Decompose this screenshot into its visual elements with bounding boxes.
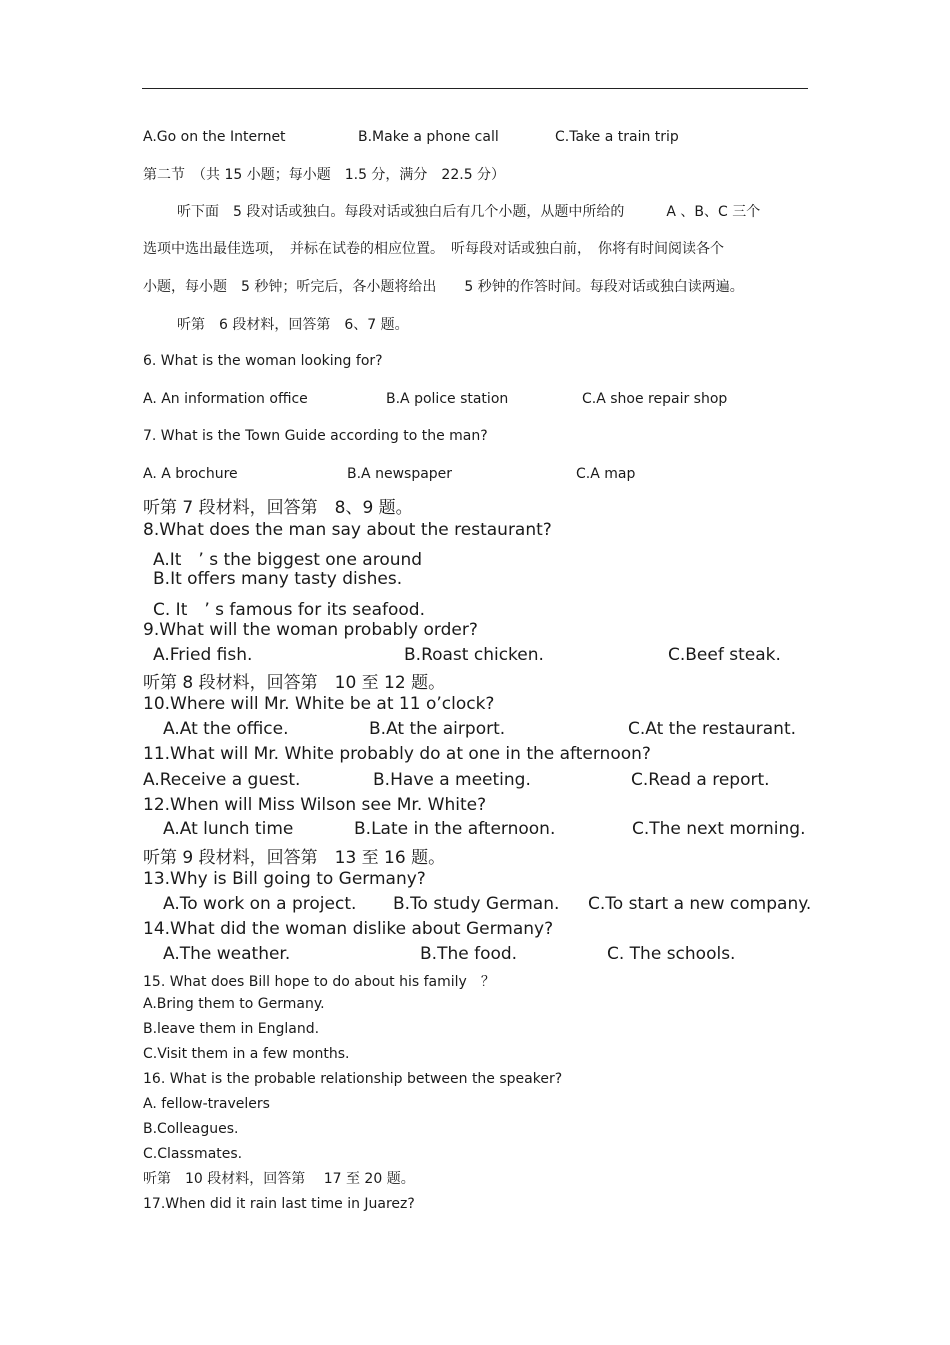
q8-option-b: B.It offers many tasty dishes. <box>153 569 403 589</box>
q5-option-b: B.Make a phone call <box>358 129 499 145</box>
q13-question: 13.Why is Bill going to Germany? <box>143 869 426 889</box>
q9-option-a: A.Fried fish. <box>153 645 253 665</box>
q11-option-c: C.Read a report. <box>631 770 770 790</box>
instructions-line-3: 小题，每小题 5 秒钟；听完后，各小题将给出 5 秒钟的作答时间。每段对话或独白读两遍。 <box>143 279 744 295</box>
q6-option-c: C.A shoe repair shop <box>582 391 728 407</box>
q10-option-b: B.At the airport. <box>369 719 506 739</box>
q9-option-b: B.Roast chicken. <box>404 645 544 665</box>
q9-question: 9.What will the woman probably order? <box>143 620 478 640</box>
q6-option-a: A. An information office <box>143 391 308 407</box>
q15-option-a: A.Bring them to Germany. <box>143 996 325 1012</box>
q8-question: 8.What does the man say about the restaurant? <box>143 520 552 540</box>
q14-option-a: A.The weather. <box>163 944 291 964</box>
q12-option-c: C.The next morning. <box>632 819 806 839</box>
material-8-heading: 听第 8 段材料，回答第 10 至 12 题。 <box>143 673 446 693</box>
q11-option-b: B.Have a meeting. <box>373 770 531 790</box>
q17-question: 17.When did it rain last time in Juarez? <box>143 1196 415 1212</box>
q7-option-c: C.A map <box>576 466 636 482</box>
q12-option-a: A.At lunch time <box>163 819 294 839</box>
q6-question: 6. What is the woman looking for? <box>143 353 383 369</box>
q10-option-a: A.At the office. <box>163 719 289 739</box>
q10-question: 10.Where will Mr. White be at 11 o’clock? <box>143 694 495 714</box>
q14-option-b: B.The food. <box>420 944 518 964</box>
q7-question: 7. What is the Town Guide according to the man? <box>143 428 488 444</box>
material-7-heading: 听第 7 段材料，回答第 8、9 题。 <box>143 498 413 518</box>
q8-option-a: A.It ’ s the biggest one around <box>153 550 423 570</box>
q16-option-b: B.Colleagues. <box>143 1121 239 1137</box>
material-10-heading: 听第 10 段材料，回答第 17 至 20 题。 <box>143 1171 415 1187</box>
q13-option-c: C.To start a new company. <box>588 894 812 914</box>
instructions-line-2: 选项中选出最佳选项， 并标在试卷的相应位置。 听每段对话或独白前， 你将有时间阅读各个 <box>143 241 724 257</box>
q5-option-a: A.Go on the Internet <box>143 129 286 145</box>
q9-option-c: C.Beef steak. <box>668 645 781 665</box>
q14-question: 14.What did the woman dislike about Germany? <box>143 919 554 939</box>
material-9-heading: 听第 9 段材料，回答第 13 至 16 题。 <box>143 848 446 868</box>
q16-option-a: A. fellow-travelers <box>143 1096 270 1112</box>
header-rule <box>142 88 808 89</box>
q15-option-c: C.Visit them in a few months. <box>143 1046 350 1062</box>
q8-option-c: C. It ’ s famous for its seafood. <box>153 600 425 620</box>
material-6-heading: 听第 6 段材料，回答第 6、7 题。 <box>177 317 409 333</box>
q16-option-c: C.Classmates. <box>143 1146 243 1162</box>
q10-option-c: C.At the restaurant. <box>628 719 797 739</box>
q5-option-c: C.Take a train trip <box>555 129 679 145</box>
instructions-line-1: 听下面 5 段对话或独白。每段对话或独白后有几个小题，从题中所给的 A 、B、C 三个 <box>177 204 761 220</box>
q16-question: 16. What is the probable relationship between the speaker? <box>143 1071 563 1087</box>
q11-question: 11.What will Mr. White probably do at one in the afternoon? <box>143 744 651 764</box>
q7-option-b: B.A newspaper <box>347 466 453 482</box>
q6-option-b: B.A police station <box>386 391 509 407</box>
q12-option-b: B.Late in the afternoon. <box>354 819 556 839</box>
q15-question: 15. What does Bill hope to do about his family ？ <box>143 974 495 990</box>
q11-option-a: A.Receive a guest. <box>143 770 301 790</box>
q12-question: 12.When will Miss Wilson see Mr. White? <box>143 795 487 815</box>
q7-option-a: A. A brochure <box>143 466 238 482</box>
q13-option-a: A.To work on a project. <box>163 894 357 914</box>
q14-option-c: C. The schools. <box>607 944 736 964</box>
q13-option-b: B.To study German. <box>393 894 560 914</box>
q15-option-b: B.leave them in England. <box>143 1021 320 1037</box>
section2-header: 第二节 （共 15 小题；每小题 1.5 分，满分 22.5 分） <box>143 167 506 183</box>
